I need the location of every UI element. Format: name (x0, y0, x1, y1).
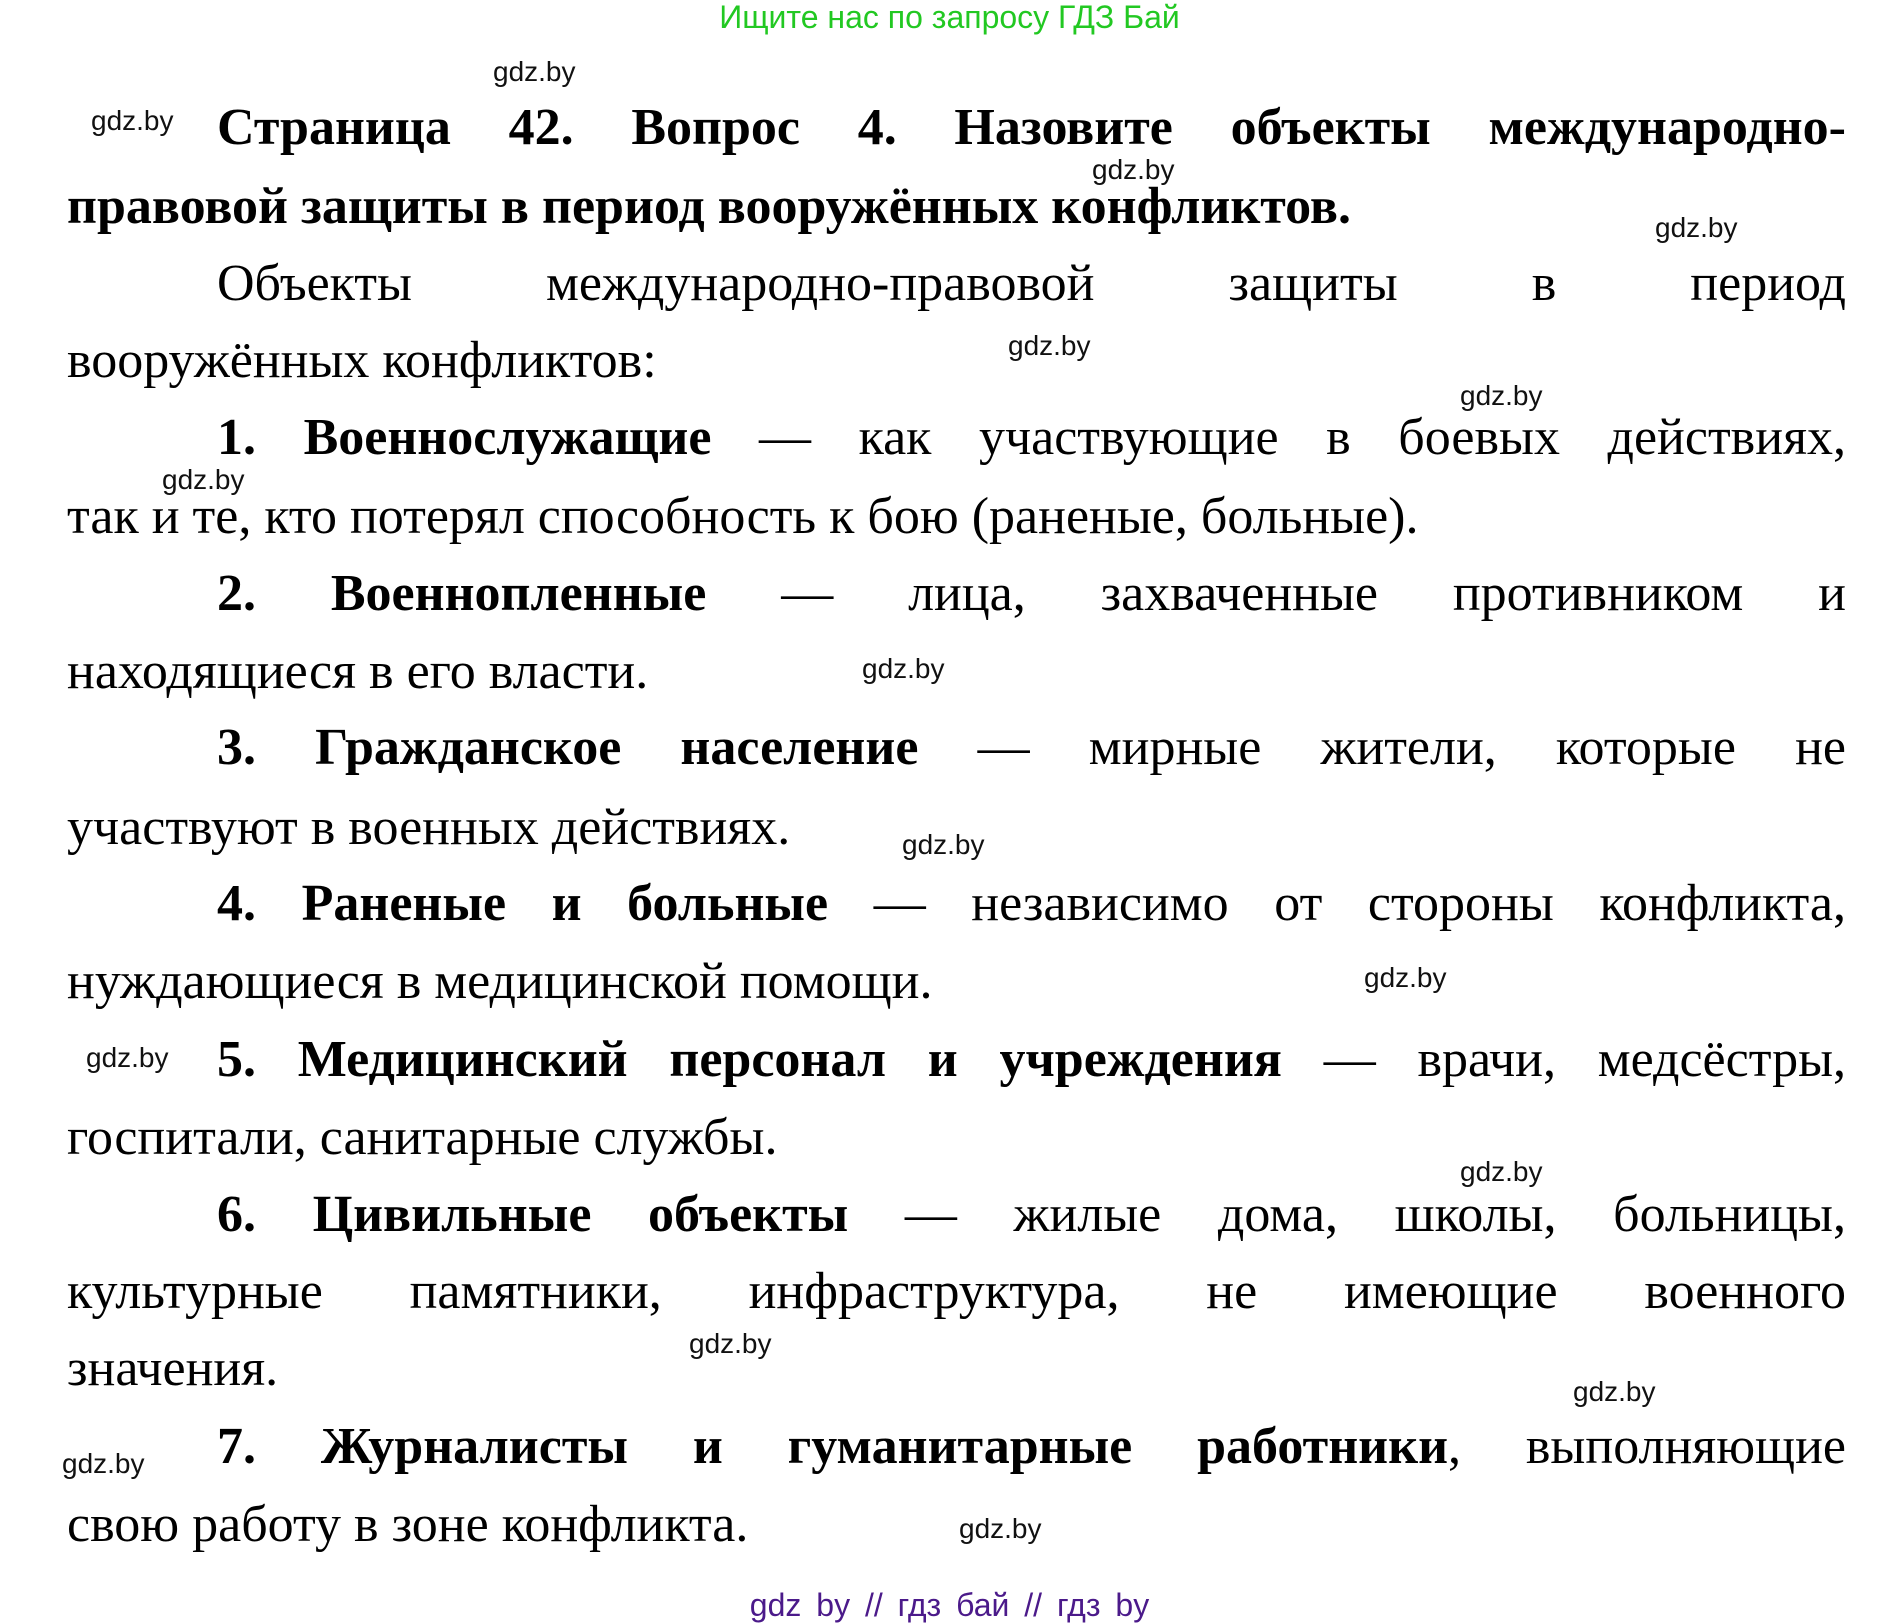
watermark: gdz.by (959, 1513, 1042, 1544)
item-2-line-2: находящиеся в его власти. (67, 643, 649, 700)
question-title-line-2: правовой защиты в период вооружённых конфликтов. (67, 178, 1351, 235)
item-term: 2. Военнопленные (217, 565, 707, 622)
item-3-line-1 (217, 718, 1846, 778)
intro-line-1: Объекты международно-правовой защиты в период (217, 255, 1846, 312)
item-4-line-1 (217, 874, 1846, 934)
item-term: 6. Цивильные объекты (217, 1186, 849, 1243)
question-title-line-1: Страница 42. Вопрос 4. Назовите объекты международно- (217, 99, 1846, 156)
item-term: 4. Раненые и больные (217, 875, 829, 932)
search-hint-banner: Ищите нас по запросу ГДЗ Бай (719, 0, 1180, 35)
item-5-line-1 (217, 1030, 1846, 1090)
watermark: gdz.by (1460, 380, 1543, 411)
watermark: gdz.by (162, 464, 245, 495)
item-text: — жилые дома, школы, больницы, (848, 1186, 1846, 1243)
item-4-line-2: нуждающиеся в медицинской помощи. (67, 953, 933, 1010)
item-1-line-1 (217, 408, 1846, 468)
item-7-line-2: свою работу в зоне конфликта. (67, 1496, 749, 1553)
item-6-line-2: культурные памятники, инфраструктура, не имеющие военного (67, 1263, 1846, 1320)
watermark: gdz.by (1573, 1376, 1656, 1407)
watermark: gdz.by (1655, 212, 1738, 243)
watermark: gdz.by (1364, 962, 1447, 993)
item-5-line-2: госпитали, санитарные службы. (67, 1109, 778, 1166)
item-6-line-1 (217, 1185, 1846, 1245)
item-term: 1. Военнослужащие (217, 409, 712, 466)
item-2-line-1 (217, 564, 1846, 624)
item-text: — независимо от стороны конфликта, (828, 875, 1846, 932)
watermark: gdz.by (86, 1042, 169, 1073)
footer-banner: gdz by // гдз бай // гдз by (749, 1587, 1150, 1623)
item-term: 3. Гражданское население (217, 719, 919, 776)
item-text: — лица, захваченные противником и (706, 565, 1846, 622)
item-text: — врачи, медсёстры, (1281, 1031, 1847, 1088)
watermark: gdz.by (62, 1448, 145, 1479)
item-term: 5. Медицинский персонал и учреждения (217, 1031, 1282, 1088)
item-text: , выполняющие (1448, 1418, 1847, 1475)
watermark: gdz.by (862, 653, 945, 684)
item-text: — как участвующие в боевых действиях, (711, 409, 1846, 466)
watermark: gdz.by (1008, 330, 1091, 361)
item-3-line-2: участвуют в военных действиях. (67, 799, 791, 856)
item-7-line-1 (217, 1417, 1846, 1477)
watermark: gdz.by (1460, 1156, 1543, 1187)
watermark: gdz.by (1092, 154, 1175, 185)
intro-line-2: вооружённых конфликтов: (67, 332, 657, 389)
item-6-line-3: значения. (67, 1340, 279, 1397)
item-text: — мирные жители, которые не (918, 719, 1846, 776)
item-term: 7. Журналисты и гуманитарные работники (217, 1418, 1449, 1475)
watermark: gdz.by (902, 829, 985, 860)
watermark: gdz.by (493, 56, 576, 87)
watermark: gdz.by (91, 105, 174, 136)
watermark: gdz.by (689, 1328, 772, 1359)
item-1-line-2: так и те, кто потерял способность к бою (раненые, больные). (67, 488, 1419, 545)
